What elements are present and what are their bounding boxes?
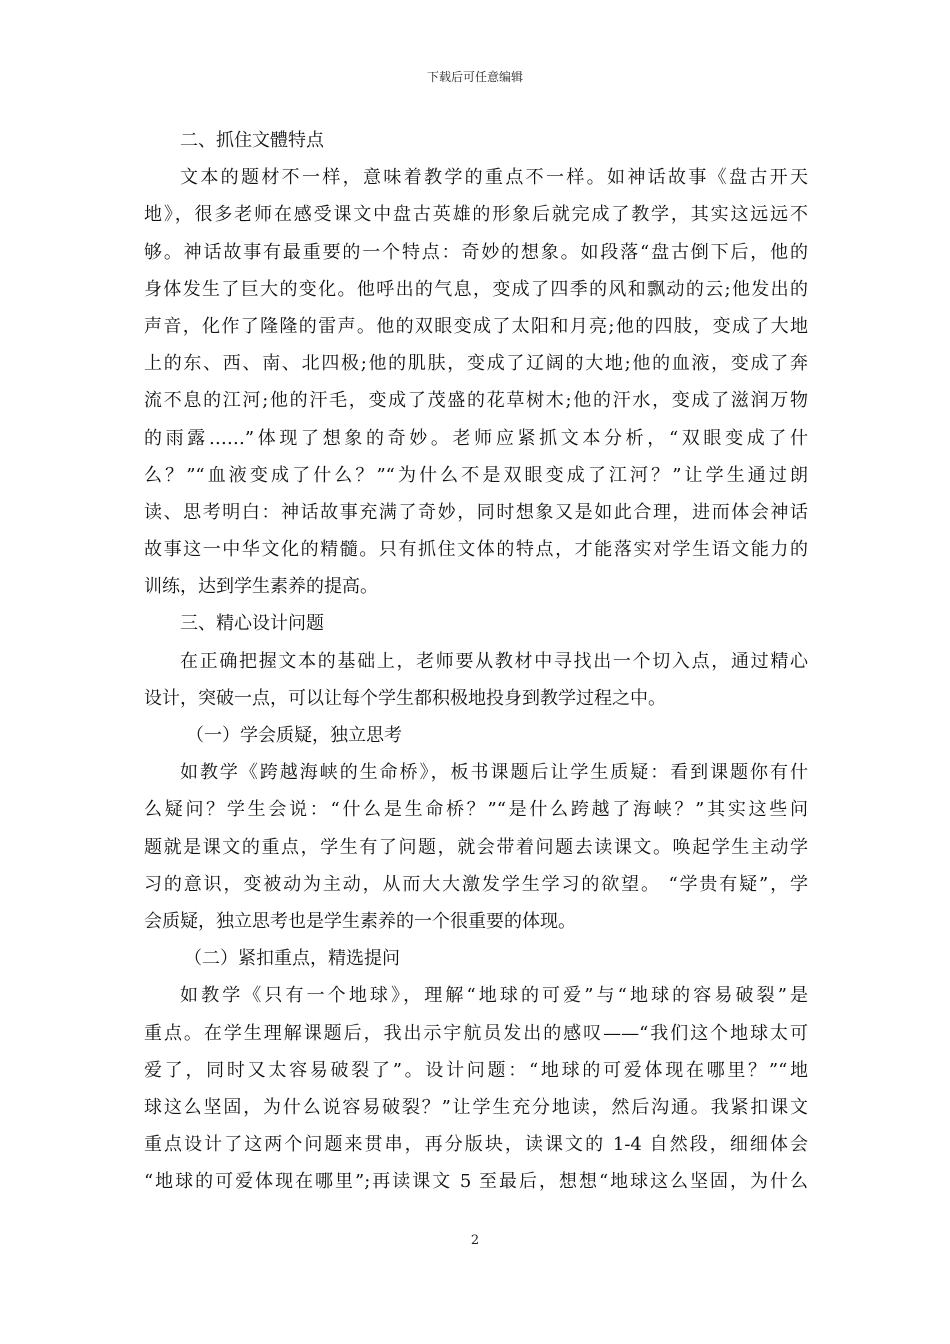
text-line: （二）紧扣重点，精选提问	[184, 948, 400, 970]
text-line: 故事这一中华文化的精髓。只有抓住文体的特点，才能落实对学生语文能力的	[144, 539, 808, 561]
text-line: 的雨露……”体现了想象的奇妙。老师应紧抓文本分析，“双眼变成了什	[144, 427, 808, 449]
text-line: 如教学《只有一个地球》，理解“地球的可爱”与“地球的容易破裂”是	[180, 985, 808, 1007]
text-line: 在正确把握文本的基础上，老师要从教材中寻找出一个切入点，通过精心	[180, 650, 808, 672]
text-line: 训练，达到学生素养的提高。	[144, 576, 378, 598]
text-line: 文本的题材不一样，意味着教学的重点不一样。如神话故事《盘古开天	[180, 167, 808, 189]
document-body	[144, 122, 808, 1200]
text-line: 读、思考明白：神话故事充满了奇妙，同时想象又是如此合理，进而体会神话	[144, 501, 808, 523]
text-line: 三、精心设计问题	[180, 613, 324, 635]
text-line: 题就是课文的重点，学生有了问题，就会带着问题去读课文。唤起学生主动学	[144, 836, 808, 858]
text-line: （一）学会质疑，独立思考	[186, 725, 402, 746]
text-line: 爱了，同时又太容易破裂了”。设计问题：“地球的可爱体现在哪里？”“地	[144, 1059, 808, 1081]
text-line: 声音，化作了隆隆的雷声。他的双眼变成了太阳和月亮;他的四肢，变成了大地	[144, 315, 808, 337]
text-line: 重点设计了这两个问题来贯串，再分版块，读课文的 1-4 自然段，细细体会	[144, 1134, 808, 1156]
text-line: 设计，突破一点，可以让每个学生都积极地投身到教学过程之中。	[144, 687, 666, 709]
text-line: 重点。在学生理解课题后，我出示宇航员发出的感叹——“我们这个地球太可	[144, 1022, 808, 1044]
text-line: 上的东、西、南、北四极;他的肌肤，变成了辽阔的大地;他的血液，变成了奔	[144, 353, 808, 375]
text-line: 么疑问？学生会说：“什么是生命桥？”“是什么跨越了海峡？”其实这些问	[144, 799, 808, 821]
text-line: 么？”“血液变成了什么？”“为什么不是双眼变成了江河？”让学生通过朗	[144, 464, 808, 486]
text-line: 球这么坚固，为什么说容易破裂？”让学生充分地读，然后沟通。我紧扣课文	[144, 1096, 808, 1118]
text-line: 流不息的江河;他的汗毛，变成了茂盛的花草树木;他的汗水，变成了滋润万物	[144, 390, 808, 412]
text-line: 会质疑，独立思考也是学生素养的一个很重要的体现。	[144, 910, 576, 932]
text-line: 地》，很多老师在感受课文中盘古英雄的形象后就完成了教学，其实这远远不	[144, 204, 808, 226]
text-line: “地球的可爱体现在哪里”;再读课文 5 至最后，想想“地球这么坚固，为什么	[144, 1171, 808, 1193]
text-line: 够。神话故事有最重要的一个特点：奇妙的想象。如段落“盘古倒下后，他的	[144, 241, 808, 263]
page-number: 2	[470, 1233, 480, 1248]
text-line: 如教学《跨越海峡的生命桥》，板书课题后让学生质疑：看到课题你有什	[180, 762, 808, 784]
text-line: 二、抓住文體特点	[180, 130, 324, 151]
page-header-note: 下载后可任意编辑	[426, 70, 523, 84]
text-line: 身体发生了巨大的变化。他呼出的气息，变成了四季的风和飘动的云;他发出的	[144, 278, 808, 300]
text-line: 习的意识，变被动为主动，从而大大激发学生学习的欲望。 “学贵有疑”，学	[144, 873, 808, 895]
